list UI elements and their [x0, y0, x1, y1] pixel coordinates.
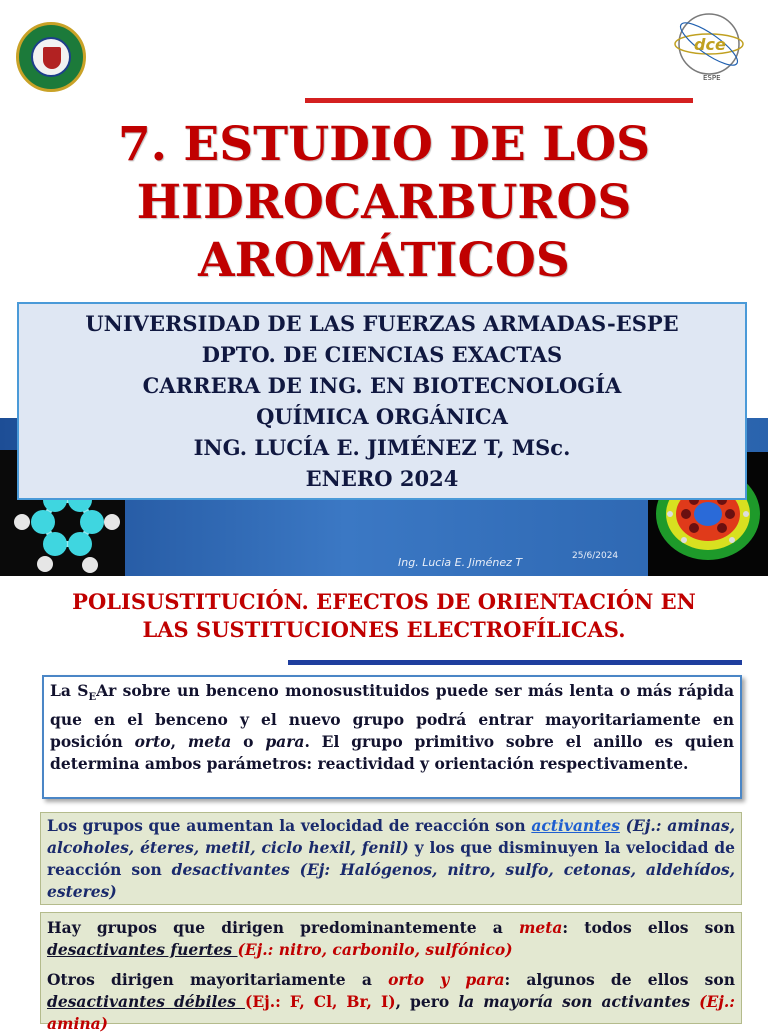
title-line-3: AROMÁTICOS [198, 233, 570, 288]
meta-term: meta [187, 732, 232, 752]
intro-paragraph-box [42, 675, 742, 799]
desactivantes-term: desactivantes [171, 860, 290, 879]
para1-subscript: E [88, 692, 97, 704]
meta-directors-text [47, 917, 735, 961]
para1-text: . El grupo primitivo sobre el anillo es quien determina ambos parámetros: reactividad y orientación respectivamente. [50, 732, 735, 774]
orto-term: orto [134, 732, 171, 752]
para1-text: La S [50, 681, 89, 700]
course-name: QUÍMICA ORGÁNICA [256, 404, 508, 429]
para1-text: Ar sobre un benceno monosustituidos puede ser más lenta o más rápida que en el benceno y el nuevo grupo podrá entrar mayoritariamente en posición [50, 681, 734, 752]
svg-text:dce: dce [694, 35, 726, 54]
para3-text: : todos ellos son [562, 918, 735, 937]
activators-examples: (Ej.: amina) [47, 992, 735, 1033]
instructor-name: ING. LUCÍA E. JIMÉNEZ T, MSc. [193, 435, 571, 460]
section-divider [288, 660, 742, 665]
para3-text: Otros dirigen mayoritariamente a [47, 970, 389, 989]
espe-logo [16, 22, 86, 92]
dce-logo [664, 6, 754, 84]
footer-date: 25/6/2024 [572, 551, 619, 561]
para3-text: , pero [395, 992, 459, 1011]
para2-text: Los grupos que aumentan la velocidad de reacción son [47, 816, 532, 835]
slide-title [0, 116, 768, 290]
orto-para-directors-text [47, 969, 735, 1035]
strong-deactivators-term: desactivantes fuertes [47, 940, 238, 959]
espe-shield-emblem [31, 37, 71, 77]
section-heading [20, 588, 748, 644]
svg-text:ESPE: ESPE [703, 74, 721, 82]
date-text: ENERO 2024 [305, 466, 459, 491]
para1-text: o [231, 732, 266, 752]
course-info-box [17, 302, 747, 500]
title-line-1: 7. ESTUDIO DE LOS [117, 117, 651, 172]
majority-activators-text: la mayoría son activantes [458, 992, 691, 1011]
desactivantes-examples: (Ej: Halógenos, nitro, sulfo, cetonas, aldehídos, esteres) [47, 860, 735, 901]
shield-icon [43, 47, 61, 69]
title-accent-line [305, 98, 693, 103]
weak-deactivators-examples: (Ej.: F, Cl, Br, I) [244, 992, 396, 1011]
orientation-groups-box [40, 912, 742, 1033]
activantes-link[interactable]: activantes [531, 816, 620, 835]
activating-groups-box [40, 812, 742, 905]
para2-text: y los que disminuyen la velocidad de reacción son [47, 838, 735, 879]
strong-deactivators-examples: (Ej.: nitro, carbonilo, sulfónico) [237, 940, 513, 959]
para3-text: : algunos de ellos son [504, 970, 735, 989]
orto-para-term: orto y para [388, 970, 505, 989]
career-name: CARRERA DE ING. EN BIOTECNOLOGÍA [142, 373, 622, 398]
para1-text: , [170, 732, 188, 752]
activantes-examples: (Ej.: aminas, alcoholes, éteres, metil, ciclo hexil, fenil) [47, 816, 735, 857]
para-term: para [265, 732, 305, 752]
university-name: UNIVERSIDAD DE LAS FUERZAS ARMADAS-ESPE [85, 311, 679, 336]
weak-deactivators-term: desactivantes débiles [47, 992, 245, 1011]
meta-term: meta [518, 918, 563, 937]
section-heading-line-2: LAS SUSTITUCIONES ELECTROFÍLICAS. [142, 617, 626, 642]
department-name: DPTO. DE CIENCIAS EXACTAS [201, 342, 563, 367]
para3-text: Hay grupos que dirigen predominantemente a [47, 918, 519, 937]
section-heading-line-1: POLISUSTITUCIÓN. EFECTOS DE ORIENTACIÓN EN [72, 589, 696, 614]
footer-author: Ing. Lucia E. Jiménez T [398, 556, 523, 569]
title-line-2: HIDROCARBUROS [136, 175, 632, 230]
